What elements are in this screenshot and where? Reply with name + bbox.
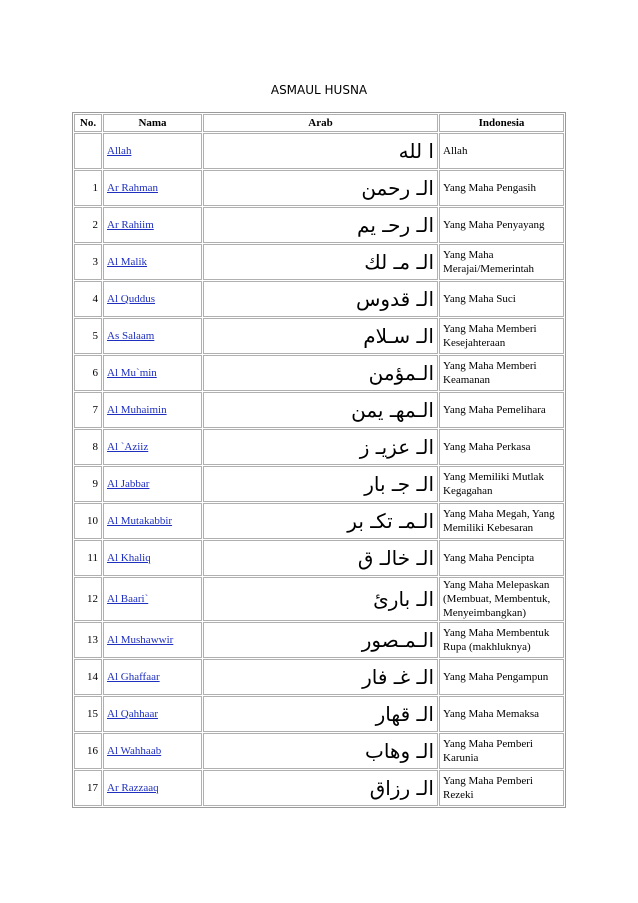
name-link[interactable]: Allah (103, 133, 202, 169)
row-number: 11 (74, 540, 102, 576)
arabic-name: الـ قهار (203, 696, 438, 732)
asmaul-husna-table (72, 112, 566, 808)
row-number: 9 (74, 466, 102, 502)
table-header-row (74, 114, 564, 132)
name-link[interactable]: Al Qahhaar (103, 696, 202, 732)
table-row (74, 466, 564, 502)
arabic-name: الـمـصور (203, 622, 438, 658)
arabic-name: الـ مـ لك (203, 244, 438, 280)
indonesian-meaning: Yang Maha Suci (439, 281, 564, 317)
indonesian-meaning: Yang Maha Pengampun (439, 659, 564, 695)
table-row (74, 281, 564, 317)
name-link[interactable]: Al Mushawwir (103, 622, 202, 658)
table-row (74, 770, 564, 806)
name-link[interactable]: Al Baari` (103, 577, 202, 621)
row-number: 4 (74, 281, 102, 317)
arabic-name: الـ رحمن (203, 170, 438, 206)
arabic-name: الـ غـ فار (203, 659, 438, 695)
arabic-name: الـ وهاب (203, 733, 438, 769)
arabic-name: الـمـ تكـ بر (203, 503, 438, 539)
header-no: No. (74, 114, 102, 132)
name-link[interactable]: Al Muhaimin (103, 392, 202, 428)
indonesian-meaning: Yang Maha Pencipta (439, 540, 564, 576)
arabic-name: الـ خالـ ق (203, 540, 438, 576)
arabic-name: الـ رزاق (203, 770, 438, 806)
arabic-name: الـ رحـ يم (203, 207, 438, 243)
table-row (74, 540, 564, 576)
row-number: 2 (74, 207, 102, 243)
arabic-name: الـ جـ بار (203, 466, 438, 502)
table-row (74, 696, 564, 732)
name-link[interactable]: Al Malik (103, 244, 202, 280)
table-row (74, 170, 564, 206)
table-row (74, 392, 564, 428)
row-number: 13 (74, 622, 102, 658)
name-link[interactable]: Al Wahhaab (103, 733, 202, 769)
name-link[interactable]: Al Mutakabbir (103, 503, 202, 539)
row-number: 1 (74, 170, 102, 206)
row-number: 8 (74, 429, 102, 465)
arabic-name: الـ قدوس (203, 281, 438, 317)
indonesian-meaning: Yang Maha Melepaskan (Membuat, Membentuk, Menyeimbangkan) (439, 577, 564, 621)
row-number: 7 (74, 392, 102, 428)
table-row (74, 733, 564, 769)
arabic-name: ا لله (203, 133, 438, 169)
table-row (74, 207, 564, 243)
indonesian-meaning: Yang Maha Penyayang (439, 207, 564, 243)
name-link[interactable]: Al Mu`min (103, 355, 202, 391)
header-indonesia: Indonesia (439, 114, 564, 132)
table-row (74, 622, 564, 658)
arabic-name: الـ بارئ (203, 577, 438, 621)
indonesian-meaning: Yang Maha Pemberi Karunia (439, 733, 564, 769)
row-number: 17 (74, 770, 102, 806)
indonesian-meaning: Yang Maha Megah, Yang Memiliki Kebesaran (439, 503, 564, 539)
header-nama: Nama (103, 114, 202, 132)
indonesian-meaning: Yang Maha Membentuk Rupa (makhluknya) (439, 622, 564, 658)
indonesian-meaning: Yang Maha Memberi Kesejahteraan (439, 318, 564, 354)
table-row (74, 503, 564, 539)
indonesian-meaning: Yang Maha Memaksa (439, 696, 564, 732)
name-link[interactable]: Al `Aziiz (103, 429, 202, 465)
indonesian-meaning: Yang Maha Pemelihara (439, 392, 564, 428)
table-row (74, 659, 564, 695)
indonesian-meaning: Yang Memiliki Mutlak Kegagahan (439, 466, 564, 502)
row-number (74, 133, 102, 169)
table-row (74, 318, 564, 354)
table-row (74, 429, 564, 465)
table-body (74, 133, 564, 806)
table-row (74, 244, 564, 280)
name-link[interactable]: As Salaam (103, 318, 202, 354)
arabic-name: الـ عزيـ ز (203, 429, 438, 465)
row-number: 10 (74, 503, 102, 539)
indonesian-meaning: Yang Maha Memberi Keamanan (439, 355, 564, 391)
table-row (74, 577, 564, 621)
name-link[interactable]: Al Jabbar (103, 466, 202, 502)
indonesian-meaning: Yang Maha Perkasa (439, 429, 564, 465)
table-row (74, 355, 564, 391)
row-number: 14 (74, 659, 102, 695)
name-link[interactable]: Al Ghaffaar (103, 659, 202, 695)
arabic-name: الـ سـلام (203, 318, 438, 354)
row-number: 3 (74, 244, 102, 280)
arabic-name: الـمهـ يمن (203, 392, 438, 428)
name-link[interactable]: Al Quddus (103, 281, 202, 317)
name-link[interactable]: Ar Rahman (103, 170, 202, 206)
row-number: 5 (74, 318, 102, 354)
page-title: ASMAUL HUSNA (270, 83, 368, 97)
indonesian-meaning: Yang Maha Merajai/Memerintah (439, 244, 564, 280)
arabic-name: الـمؤمن (203, 355, 438, 391)
row-number: 15 (74, 696, 102, 732)
row-number: 16 (74, 733, 102, 769)
indonesian-meaning: Yang Maha Pengasih (439, 170, 564, 206)
name-link[interactable]: Al Khaliq (103, 540, 202, 576)
indonesian-meaning: Yang Maha Pemberi Rezeki (439, 770, 564, 806)
name-link[interactable]: Ar Razzaaq (103, 770, 202, 806)
header-arab: Arab (203, 114, 438, 132)
name-link[interactable]: Ar Rahiim (103, 207, 202, 243)
indonesian-meaning: Allah (439, 133, 564, 169)
row-number: 12 (74, 577, 102, 621)
row-number: 6 (74, 355, 102, 391)
table-row (74, 133, 564, 169)
